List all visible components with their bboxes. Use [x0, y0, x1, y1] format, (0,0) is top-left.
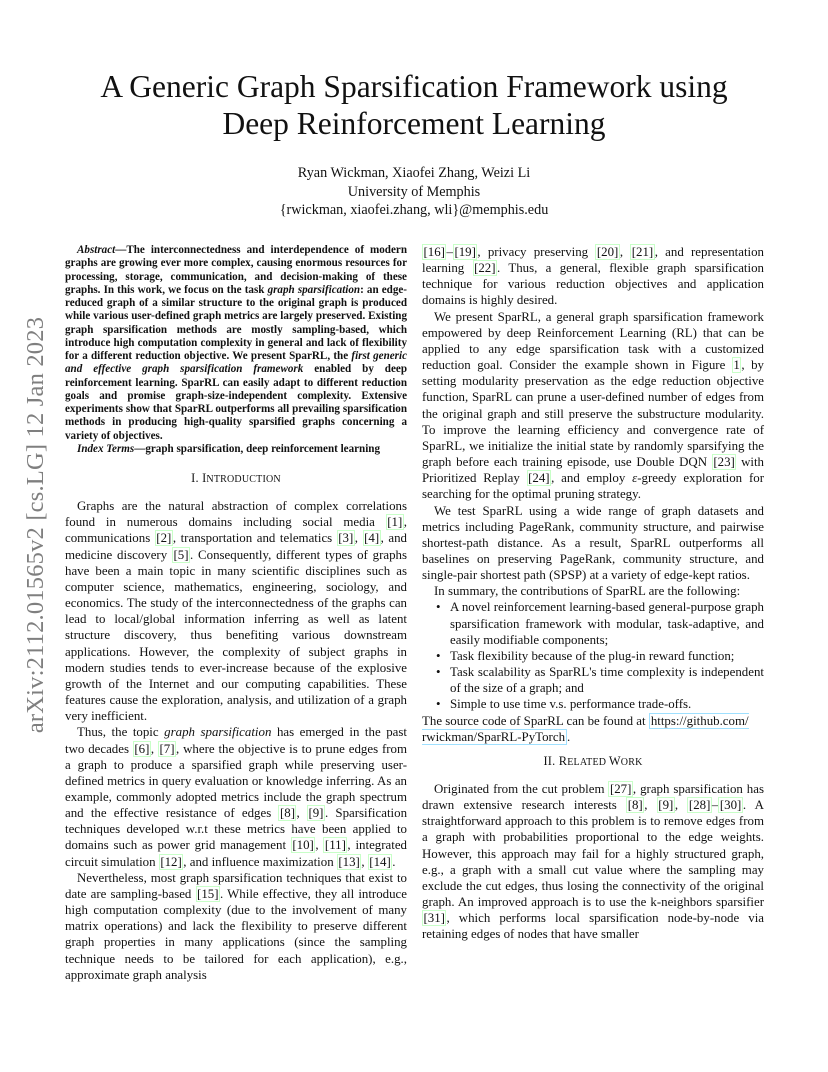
citation-link[interactable]: [13] — [338, 854, 360, 869]
paragraph: Nevertheless, most graph sparsification techniques that exist to date are sampling-based [15] . While effective, they all introduce high computation complexity (due to the involvement of many matrix operations) and lack the flexibility to preserve different graph properties in many applications (since the sampling technique needs to be tailored for each application), e.g., approximate graph analysis — [65, 870, 408, 982]
section-heading-related-work: II. RELATED WORK — [543, 753, 643, 768]
citation-link[interactable]: [9] — [308, 806, 324, 821]
citation-link[interactable]: [6] — [134, 741, 150, 756]
citation-link[interactable]: [21] — [631, 245, 654, 259]
paragraph: In summary, the contributions of SparRL are the following: — [434, 584, 741, 599]
citation-link[interactable]: [20] — [596, 245, 619, 259]
paragraph: Thus, the topic graph sparsification has emerged in the past two decades [6] , [7] , where the objective is to prune edges from a graph to produce a sparsified graph while preserving user-defined metrics in query evaluation or knowledge inferring. As an example, commonly adopted metrics include the graph spectrum and the effective resistance of edges [8] , [9] . Sparsification techniques developed w.r.t these metrics have been applied to domains such as power grid management [10] , [11] , integrated circuit simulation [12] , and influence maximization [13] , [14] . — [65, 725, 408, 869]
paragraph: We test SparRL using a wide range of graph datasets and metrics including PageRank, community structure, and pairwise shortest-path distance. As a result, SparRL outperforms all baselines on preserving PageRank, community structure, and single-pair shortest path (SPSP) at a variety of edge-kept ratios. — [422, 503, 764, 583]
right-column — [422, 244, 764, 943]
left-column — [65, 244, 407, 983]
author-affiliation: University of Memphis — [347, 183, 481, 200]
figure-link[interactable]: 1 — [733, 358, 740, 373]
citation-link[interactable]: [2] — [156, 531, 172, 546]
paragraph: Graphs are the natural abstraction of complex correlations found in numerous domains including social media [1] , communications [2] , transportation and telematics [3] , [4] , and medicine discovery [5] . Consequently, different types of graphs have been a main topic in many scientific disciplines such as computer science, mathematics, engineering, sociology, and economics. The study of the interconnectedness of the graphs can lead to local/global information inferring as well as latent structure discovery, thus benefiting various downstream applications. However, the complexity of subject graphs in modern studies tends to ever-increase because of the explosive growth of the Internet and our computing capabilities. These features cause the exploration, analysis, and utilization of a graph very inefficient. — [65, 499, 408, 724]
citation-link[interactable]: [23] — [713, 455, 735, 470]
list-item: • Simple to use time v.s. performance trade-offs. — [450, 696, 764, 712]
author-block — [150, 164, 678, 220]
paragraph: We present SparRL, a general graph sparsification framework empowered by deep Reinforcement Learning (RL) that can be applied to any edge sparsification task with a customized reduction goal. Consider the example shown in Figure 1 , by setting modularity preservation as the edge reduction objective function, SparRL can prune a user-defined number of edges from the original graph and still preserve the substructure modularity. To improve the learning efficiency and convergence rate of SparRL, we initialize the initial state by randomly sparsifying the graph before each training episode, use Double DQN [23] with Prioritized Replay [24] , and employ ε-greedy exploration for searching for the optimal pruning strategy. — [422, 309, 765, 502]
abstract-term: graph sparsification — [267, 283, 361, 296]
list-item: • Task flexibility because of the plug-in reward function; — [450, 648, 764, 664]
arxiv-identifier-text: arXiv:2112.01565v2 [cs.LG] 12 Jan 2023 — [22, 316, 49, 734]
paper-title-line-2: Deep Reinforcement Learning — [222, 106, 606, 141]
arxiv-identifier — [16, 293, 56, 757]
citation-link[interactable]: [9] — [658, 798, 674, 813]
abstract: Abstract—The interconnectedness and interdependence of modern graphs are growing ever more complex, causing enormous resources for processing, storage, communication, and decision-making of these graphs. In this work, we focus on the task graph sparsification: an edge-reduced graph of a similar structure to the original graph is produced while various user-defined graph metrics are largely preserved. Existing graph sparsification methods are mostly sampling-based, which introduce high computation complexity in general and lack of flexibility for a different reduction objective. We present SparRL, the first generic and effective graph sparsification framework enabled by deep reinforcement learning. SparRL can easily adapt to different reduction goals and promise graph-size-independent complexity. Extensive experiments show that SparRL outperforms all prevailing sparsification methods in producing high-quality sparsified graphs concerning a variety of objectives. — [65, 244, 407, 442]
citation-link[interactable]: [11] — [324, 838, 346, 853]
abstract-label: Abstract — [77, 244, 116, 256]
paper-title-line-1: A Generic Graph Sparsification Framework using — [100, 69, 728, 104]
citation-link[interactable]: [3] — [338, 531, 354, 546]
citation-link[interactable]: [24] — [528, 471, 550, 486]
citation-link[interactable]: [8] — [627, 798, 643, 813]
list-item: • A novel reinforcement learning-based general-purpose graph sparsification framework with modular, task-adaptive, and easily modifiable components; — [450, 599, 764, 647]
abstract-term: first generic and effective graph sparsification framework — [65, 350, 407, 376]
contributions-list — [422, 599, 764, 712]
paragraph-continued: [16] – [19] , privacy preserving [20] , [21] , and representation learning [22] . Thus, a general, flexible graph sparsification technique for various reduction objectives and application domains is highly desired. — [422, 245, 764, 308]
citation-link[interactable]: [31] — [423, 911, 445, 926]
citation-link[interactable]: [7] — [159, 741, 175, 756]
index-terms-label: Index Terms — [77, 442, 135, 455]
author-names: Ryan Wickman, Xiaofei Zhang, Weizi Li — [297, 165, 531, 181]
citation-link[interactable]: [8] — [279, 806, 295, 821]
section-heading-introduction: I. INTRODUCTION — [191, 471, 281, 485]
paragraph: Originated from the cut problem [27] , graph sparsification has drawn extensive research interests [8] , [9] , [28] – [30] . A straightforward approach to this problem is to remove edges from a graph with probabilities proportional to the edge weights. However, this approach may fail for a highly structured graph, e.g., a graph with a small cut value where the sampling may exclude the cut edges, thus losing the connectivity of the original graph. An improved approach is to use the k-neighbors sparsifier [31] , which performs local sparsification node-by-node via retaining edges of nodes that have smaller — [422, 782, 764, 942]
citation-link[interactable]: [4] — [364, 531, 380, 546]
citation-link[interactable]: [1] — [387, 515, 403, 530]
citation-link[interactable]: [22] — [474, 261, 496, 276]
epsilon-symbol: ε — [632, 471, 638, 486]
citation-link[interactable]: [27] — [609, 782, 632, 796]
paper-title — [60, 68, 768, 142]
index-terms: Index Terms—graph sparsification, deep reinforcement learning — [77, 442, 381, 455]
citation-link[interactable]: [28] — [688, 798, 711, 813]
author-emails: {rwickman, xiaofei.zhang, wli}@memphis.edu — [279, 202, 549, 218]
citation-link[interactable]: [10] — [292, 838, 314, 853]
citation-link[interactable]: [12] — [160, 854, 182, 869]
citation-link[interactable]: [5] — [173, 547, 189, 562]
paragraph: The source code of SparRL can be found at https://github.com/ rwickman/SparRL-PyTorch . — [422, 713, 749, 744]
list-item: • Task scalability as SparRL's time complexity is independent of the size of a graph; and — [450, 664, 764, 696]
citation-link[interactable]: [30] — [719, 798, 742, 813]
citation-link[interactable]: [15] — [197, 886, 219, 901]
citation-link[interactable]: [16] — [423, 245, 445, 259]
emphasis-term: graph sparsification — [164, 725, 272, 740]
source-code-link[interactable]: https://github.com/ rwickman/SparRL-PyTorch — [422, 713, 749, 744]
citation-link[interactable]: [14] — [369, 854, 391, 869]
citation-link[interactable]: [19] — [454, 245, 476, 259]
